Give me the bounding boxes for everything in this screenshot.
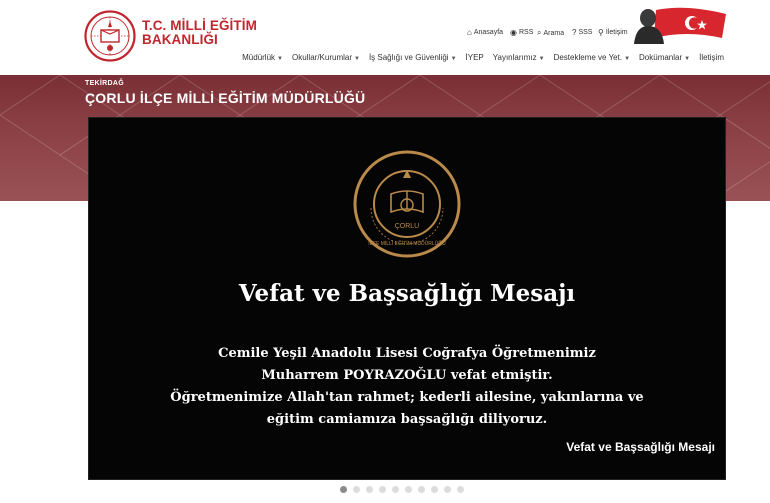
- carousel-dot[interactable]: [353, 486, 360, 493]
- home-icon: ⌂: [467, 28, 472, 37]
- util-link-faq[interactable]: [572, 28, 592, 37]
- util-link-label: RSS: [518, 29, 534, 36]
- util-link-search[interactable]: [537, 28, 564, 38]
- nav-item-dokumanlar[interactable]: [639, 53, 690, 62]
- nav-item-mudurluk[interactable]: [242, 53, 283, 62]
- nav-item-label: Dokümanlar: [639, 53, 683, 62]
- caret-down-icon: ▼: [450, 56, 457, 62]
- caret-down-icon: ▼: [277, 56, 283, 62]
- question-icon: ?: [572, 28, 577, 37]
- carousel-dot[interactable]: [340, 486, 347, 493]
- nav-item-label: Destekleme ve Yet.: [553, 53, 623, 62]
- nav-item-label: Okullar/Kurumlar: [291, 53, 352, 62]
- ministry-name-line1: T.C. MİLLİ EĞİTİM: [142, 18, 257, 33]
- util-link-label: SSS: [578, 29, 593, 36]
- carousel-dot[interactable]: [379, 486, 386, 493]
- seal-ring-label: İLÇE MİLLİ EĞİTİM MÜDÜRLÜĞÜ: [368, 241, 446, 247]
- rss-icon: ◉: [510, 28, 517, 37]
- carousel-dot[interactable]: [431, 486, 438, 493]
- carousel-dot[interactable]: [405, 486, 412, 493]
- util-link-label: Anasayfa: [473, 29, 504, 36]
- carousel-dot[interactable]: [444, 486, 451, 493]
- carousel-dot[interactable]: [418, 486, 425, 493]
- nav-item-iletisim[interactable]: [699, 53, 724, 62]
- carousel-dot[interactable]: [457, 486, 464, 493]
- search-icon: ⌕: [537, 28, 542, 37]
- message-line-4: eğitim camiamıza başsağlığı diliyoruz.: [266, 412, 548, 427]
- caret-down-icon: ▼: [538, 56, 545, 62]
- carousel-slide[interactable]: [88, 117, 726, 480]
- nav-item-destekleme[interactable]: [554, 53, 630, 62]
- carousel-dot[interactable]: [366, 486, 373, 493]
- main-nav: [242, 53, 724, 62]
- ministry-name[interactable]: [142, 19, 257, 47]
- util-link-home[interactable]: [467, 28, 503, 37]
- message-line-1: Cemile Yeşil Anadolu Lisesi Coğrafya Öğretmenimiz: [218, 346, 596, 361]
- util-link-rss[interactable]: [510, 28, 533, 37]
- province-label: TEKİRDAĞ: [85, 80, 124, 87]
- nav-item-label: İş Sağlığı ve Güvenliği: [368, 53, 449, 62]
- message-line-3: Öğretmenimize Allah'tan rahmet; kederli ailesine, yakınlarına ve: [170, 390, 644, 405]
- meb-logo-icon[interactable]: [84, 10, 136, 62]
- nav-item-yayinlar[interactable]: [493, 53, 545, 62]
- nav-item-label: İletişim: [699, 53, 724, 62]
- caret-down-icon: ▼: [624, 56, 631, 62]
- message-line-2: Muharrem POYRAZOĞLU vefat etmiştir.: [261, 368, 553, 383]
- nav-item-label: İYEP: [465, 53, 484, 62]
- slide-heading: Vefat ve Başsağlığı Mesajı: [238, 280, 576, 307]
- nav-item-isg[interactable]: [369, 53, 457, 62]
- nav-item-label: Yayınlarımız: [492, 53, 537, 62]
- nav-item-iyep[interactable]: [466, 53, 484, 62]
- util-link-label: İletişim: [605, 29, 628, 36]
- nav-item-okullar[interactable]: [292, 53, 360, 62]
- util-link-label: Arama: [543, 29, 565, 37]
- location-pin-icon: ⚲: [598, 28, 604, 37]
- slide-caption[interactable]: Vefat ve Başsağlığı Mesajı: [566, 440, 715, 454]
- district-seal-icon: [351, 148, 463, 260]
- carousel-indicators: [340, 486, 464, 493]
- district-title[interactable]: ÇORLU İLÇE MİLLİ EĞİTİM MÜDÜRLÜĞÜ: [85, 90, 366, 106]
- site-header: [0, 0, 770, 75]
- seal-city-label: ÇORLU: [394, 223, 420, 230]
- ministry-name-line2: BAKANLIĞI: [142, 32, 218, 47]
- carousel-dot[interactable]: [392, 486, 399, 493]
- util-link-contact[interactable]: [598, 28, 628, 37]
- nav-item-label: Müdürlük: [242, 53, 276, 62]
- ataturk-flag-image: [626, 4, 730, 44]
- caret-down-icon: ▼: [354, 56, 360, 62]
- caret-down-icon: ▼: [684, 56, 691, 62]
